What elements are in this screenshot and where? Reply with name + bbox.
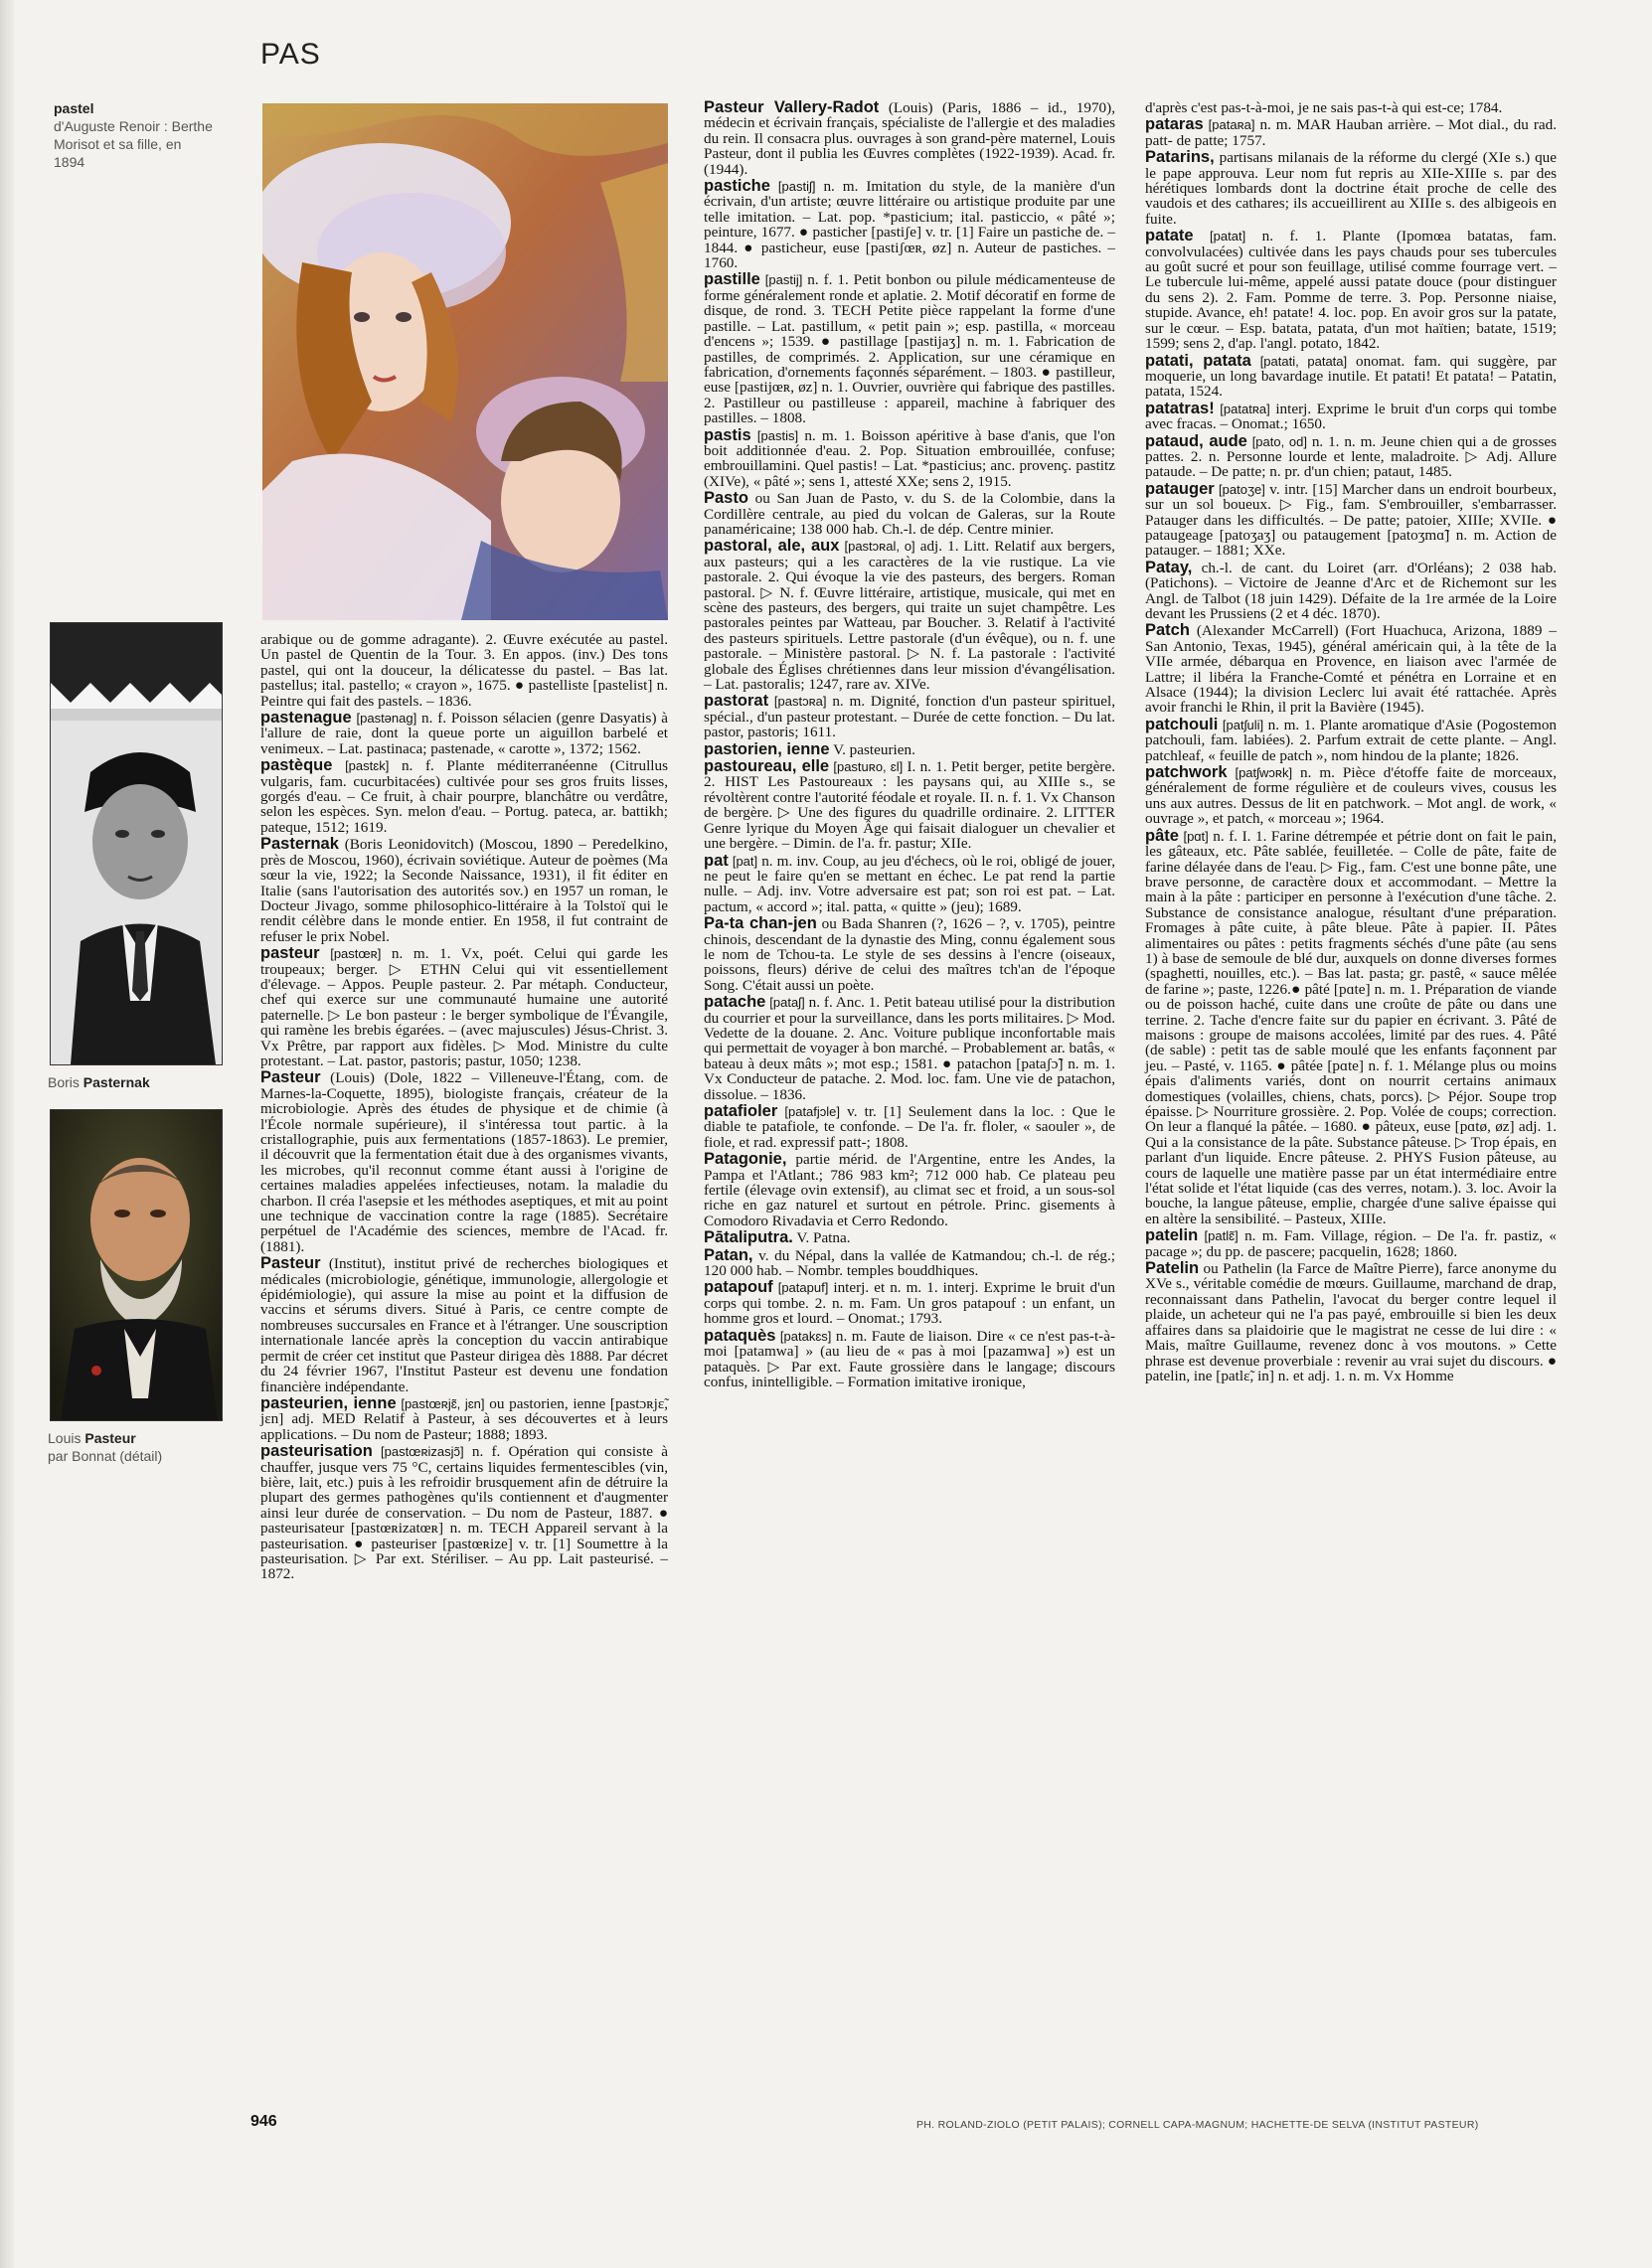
- dictionary-entry: [1145, 765, 1557, 827]
- entry-pronunciation: [patati, patata]: [1259, 353, 1348, 369]
- entry-headword: pastoureau, elle: [704, 757, 830, 776]
- entry-headword: Patagonie,: [704, 1150, 787, 1169]
- entry-definition: partisans milanais de la réforme du clergé (XIe s.) que le pape approuva. Leur nom fut repris au XIIe-XIIIe s. par des hérétiques lombards dont la doctrine était proche de celle des vaudois et des cathares; ils accueillirent au XIIIe s. des albigeois en fuite.: [1145, 149, 1558, 228]
- renoir-pastel-image: [262, 103, 668, 620]
- entry-pronunciation: [pataʃ]: [769, 995, 805, 1011]
- entry-pronunciation: [pastœʀ]: [330, 946, 382, 962]
- entry-pronunciation: [patlɛ̃]: [1204, 1228, 1239, 1244]
- pasteur-portrait: [50, 1109, 223, 1421]
- entry-headword: Pasternak: [260, 835, 339, 854]
- dictionary-entry: [704, 995, 1115, 1102]
- entry-headword: Patch: [1145, 621, 1190, 640]
- entry-pronunciation: [pastɔʀal, o]: [844, 539, 915, 555]
- entry-definition: ou San Juan de Pasto, v. du S. de la Colombie, dans la Cordillère centrale, au pied du volcan de Galeras, sur la Route panaméricaine; 138 000 hab. Ch.-l. de dép. Centre minier.: [704, 490, 1116, 538]
- entry-definition: n. m. inv. Coup, au jeu d'échecs, où le roi, obligé de jouer, ne peut le faire qu'en se mettant en échec. Le pat rend la partie nulle. – Adj. inv. Votre adversaire est pat; son roi est pat. – Lat. pactum, « accord »; ital. patta, « quitte » (jeu); 1689.: [704, 852, 1116, 915]
- entry-headword: pat: [704, 851, 729, 870]
- entry-definition: partie mérid. de l'Argentine, entre les Andes, la Pampa et l'Atlant.; 786 983 km²; 712 000 hab. Ce plateau peu fertile (élevage ovin extensif), au climat sec et froid, a un sous-sol riche en gaz naturel et surtout en pétrole. Princ. gisements à Comodoro Rivadavia et Cerro Redondo.: [704, 1151, 1116, 1229]
- entry-definition: n. m. Imitation du style, de la manière d'un écrivain, d'un artiste; œuvre littéraire ou artistique produite par une telle imitation. – Lat. pop. *pasticium; ital. pasticcio, « pâté »; peinture, 1677. ● pasticher [pastiʃe] v. tr. [1] Faire un pastiche de. – 1844. ● pasticheur, euse [pastiʃœʀ, øz] n. Auteur de pastiches. – 1760.: [704, 178, 1116, 272]
- photo-credits: PH. ROLAND-ZIOLO (PETIT PALAIS); CORNELL CAPA-MAGNUM; HACHETTE-DE SELVA (INSTITUT PASTEUR): [916, 2119, 1479, 2131]
- entry-headword: pastiche: [704, 177, 770, 196]
- entry-headword: pasteurien, ienne: [260, 1393, 397, 1412]
- entry-definition: n. m. MAR Hauban arrière. – Mot dial., du rad. patt- de patte; 1757.: [1145, 116, 1558, 149]
- page-number: 946: [250, 2113, 277, 2130]
- pastel-painting-illustration: [262, 103, 668, 620]
- entry-headword: Patarins,: [1145, 148, 1215, 167]
- dictionary-entry: [704, 272, 1115, 425]
- dictionary-entry: [704, 1152, 1115, 1228]
- entry-pronunciation: [pastœʀjɛ̃, jɛn]: [401, 1395, 485, 1411]
- entry-definition: n. f. 1. Plante (Ipomœa batatas, fam. convolvulacées) cultivée dans les pays chauds pour ses tubercules au goût sucré et pour son feuillage, utilisé comme fourrage vert. – Le tubercule lui-même, appelé aussi patate douce (pour distinguer du sens 2). 2. Fam. Pomme de terre. 3. Pop. Personne niaise, stupide. Avance, eh! patate! 4. loc. pop. En avoir gros sur la patate, sur le cœur. – Esp. batata, patata, d'un mot haïtien; batate, 1519; 1599; sens 2, d'ap. l'angl. potato, 1842.: [1145, 228, 1558, 353]
- entry-headword: pataras: [1145, 115, 1204, 134]
- dictionary-entry: [704, 1280, 1115, 1326]
- entry-definition: (Institut), institut privé de recherches biologiques et médicales (microbiologie, génétique, immunologie, allergologie et épidémiologie), qui assure la mise au point et la diffusion de vaccins et sérums divers. Situé à Paris, ce centre compte de nombreuses succursales en France et à l'étranger. Une souscription internationale lancée après la conception du vaccin antirabique permit de créer cet institut que Pasteur dirigea dès 1888. Par décret du 24 février 1967, l'Institut Pasteur est devenu une fondation financière indépendante.: [260, 1255, 669, 1395]
- entry-headword: pataquès: [704, 1326, 776, 1345]
- entry-headword: pastorien, ienne: [704, 739, 830, 758]
- entry-definition: ou pastorien, ienne [pastɔʀjɛ̃, jɛn] adj. MED Relatif à Pasteur, à ses découvertes et à leurs applications. – Du nom de Pasteur; 1888; 1893.: [260, 1394, 669, 1443]
- dictionary-entry: [1145, 623, 1557, 715]
- dictionary-entry: [704, 539, 1115, 692]
- pasternak-caption: Boris Pasternak: [48, 1074, 150, 1090]
- entry-definition: n. f. Plante méditerranéenne (Citrullus vulgaris, fam. cucurbitacées) cultivée pour ses gros fruits lisses, gorgés d'eau. – Ce fruit, à chair pourpre, blanchâtre ou verdâtre, selon les espèces. Syn. melon d'eau. – Portug. pateca, ar. battikh; pateque, 1512; 1619.: [260, 757, 669, 836]
- entry-definition: v. tr. [1] Seulement dans la loc. : Que le diable te patafiole, te confonde. – De l'a. fr. floler, « saouler », de fiole, et rad. expressif patt-; 1808.: [704, 1103, 1116, 1151]
- entry-definition: V. pasteurien.: [833, 740, 915, 758]
- entry-pronunciation: [pastɔʀa]: [773, 694, 827, 710]
- entry-headword: pastenague: [260, 709, 352, 728]
- entry-definition: onomat. fam. qui suggère, par moquerie, un long bavardage inutile. Et patati! Et patata! – Patatin, patata, 1524.: [1145, 352, 1557, 401]
- dictionary-entry: [1145, 1261, 1557, 1383]
- entry-headword: Pa-ta chan-jen: [704, 914, 817, 933]
- dictionary-entry: [1145, 117, 1557, 148]
- entry-definition: d'après c'est pas-t-à-moi, je ne sais pas-t-à qui est-ce; 1784.: [1145, 99, 1503, 116]
- dictionary-entry: [260, 1070, 668, 1254]
- entry-headword: Pasteur Vallery-Radot: [704, 98, 880, 116]
- dictionary-entry: [704, 1326, 1116, 1390]
- page-edge-shadow: [0, 0, 14, 2268]
- dictionary-entry: [704, 759, 1115, 851]
- pasternak-photo: [50, 622, 223, 1065]
- entry-pronunciation: [pastij]: [764, 272, 803, 288]
- dictionary-entry: [260, 758, 668, 835]
- dictionary-entry: [704, 491, 1115, 537]
- entry-definition: n. m. Pièce d'étoffe faite de morceaux, généralement de forme régulière et de couleurs vives, cousus les uns aux autres. Dessus de lit en patchwork. – Mot angl. de work, « ouvrage », et patch, « morceau »; 1964.: [1145, 764, 1557, 828]
- entry-definition: n. m. Fam. Village, région. – De l'a. fr. pastiz, « pacage »; du pp. de pascere; pacquelin, 1628; 1860.: [1145, 1227, 1557, 1260]
- pasteur-portrait-illustration: [51, 1110, 222, 1420]
- pasteur-caption: [48, 1429, 217, 1465]
- entry-headword: pasteur: [260, 944, 320, 963]
- dictionary-entry: [704, 1245, 1116, 1280]
- entry-definition: n. m. 1. Boisson apéritive à base d'anis, que l'on boit additionnée d'eau. 2. Pop. Situation embrouillée, confuse; embrouillamini. Quel pastis! – Lat. *pasticius; anc. provenç. pastitz (XIVe), « pâté »; sens 1, attesté XXe; sens 2, 1915.: [704, 426, 1116, 490]
- entry-definition: n. f. I. 1. Farine détrempée et pétrie dont on fait le pain, les gâteaux, etc. Pâte sablée, feuilletée. – Colle de pâte, faite de farine délayée dans de l'eau. ▷ Fig., fam. C'est une bonne pâte, une brave personne, de caractère doux et accommodant. – Mettre la main à la pâte : participer en personne à l'exécution d'une tâche. 2. Substance de consistance analogue, résultant d'une préparation. Fromages à pâte cuite, à pâte bleue. Pâte à papier. II. Pâtes alimentaires ou pâtes : petits fragments séchés d'une pâte (au sens 1) à base de semoule de blé dur, auxquels on donne diverses formes (spaghetti, nouilles, etc.). – Bas lat. pasta; gr. pastê, « sauce mêlée de farine »; paste, 1226.● pâté [pɑte] n. m. 1. Préparation de viande ou de poisson haché, cuite dans une croûte de pâte ou dans une terrine. 2. Tache d'encre faite sur du papier en écrivant. 3. Pâté de maisons : groupe de maisons accolées, limité par des rues. 4. Pâté (de sable) : petit tas de sable moulé que les enfants façonnent par jeu. – Pasté, v. 1165. ● pâtée [pɑte] n. f. 1. Mélange plus ou moins épais d'aliments variés, dont on nourrit certains animaux domestiques (volailles, chiens, chats, porcs). ▷ Péjor. Soupe trop épaisse. ▷ Nourriture grossière. 2. Pop. Volée de coups; correction. On leur a flanqué la pâtée. – 1680. ● pâteux, euse [pɑtø, øz] adj. 1. Qui a la consistance de la pâte. Substance pâteuse. ▷ Trop épais, en parlant d'un liquide. Encre pâteuse. 2. PHYS Fusion pâteuse, au cours de laquelle une matière passe par un état intermédiaire entre l'état solide et l'état liquide (cas des verres, notam.). 3. loc. Avoir la bouche, la langue pâteuse, emplie, chargée d'une salive épaisse qui en altère la sensibilité. – Pasteux, XIIIe.: [1145, 827, 1558, 1227]
- entry-definition: n. f. Poisson sélacien (genre Dasyatis) à l'allure de raie, dont la queue porte un aiguillon barbelé et venimeux. – Lat. pastinaca; pastenade, « carotte », 1372; 1562.: [260, 710, 669, 757]
- entry-pronunciation: [pastɛk]: [345, 758, 390, 774]
- dictionary-entry: [704, 179, 1115, 270]
- dictionary-entry: [1145, 150, 1557, 227]
- entry-headword: pâte: [1145, 826, 1179, 845]
- dictionary-entry: [704, 1104, 1115, 1150]
- dictionary-entry: [1145, 100, 1557, 115]
- entry-headword: patafioler: [704, 1102, 778, 1120]
- entry-definition: ch.-l. de cant. du Loiret (arr. d'Orléans); 2 038 hab. (Patichons). – Victoire de Jeanne d'Arc et de Richemont sur les Angl. de Talbot (18 juin 1429). Défaite de la 1re armée de la Loire devant les Prussiens (2 et 4 déc. 1870).: [1145, 559, 1557, 622]
- entry-pronunciation: [patat]: [1210, 229, 1246, 244]
- entry-pronunciation: [patapuf]: [777, 1280, 829, 1296]
- entry-headword: pasteurisation: [260, 1442, 373, 1461]
- entry-pronunciation: [pastənag]: [356, 711, 417, 727]
- entry-definition: v. intr. [15] Marcher dans un endroit bourbeux, sur un sol boueux. ▷ Fig., fam. S'embrouiller, s'embarrasser. Patauger dans les difficultés. – De patte; patoier, XIIIe; XVIIe. ● pataugeage [patoʒaʒ] ou pataugement [patoʒmɑ̃] n. m. Action de patauger. – 1881; XXe.: [1145, 480, 1557, 560]
- entry-definition: n. f. 1. Petit bonbon ou pilule médicamenteuse de forme généralement ronde et aplatie. 2. Motif décoratif en forme de disque, de rond. 3. TECH Petite pièce rappelant la forme d'une pastille. – Lat. pastillum, « petit pain »; esp. pastilla, « morceau d'encens »; 1539. ● pastillage [pastijaʒ] n. m. 1. Fabrication de pastilles, de comprimés. 2. Application, sur une céramique en fabrication, d'ornements façonnés séparément. – 1803. ● pastilleur, euse [pastijœʀ, øz] n. 1. Ouvrier, ouvrière qui fabrique des pastilles. 2. Pastilleur ou pastilleuse : appareil, machine à fabriquer des pastilles. – 1808.: [704, 271, 1116, 427]
- entry-definition: (Alexander McCarrell) (Fort Huachuca, Arizona, 1889 – San Antonio, Texas, 1945), général américain qui, à la tête de la VIIe armée, débarqua en Provence, en liaison avec l'armée de Lattre; il libéra la Franche-Comté et pénétra en Lorraine et en Alsace (1944); la division Leclerc lui avait été rattachée. Après avoir franchi le Rhin, il prit la Bavière (1945).: [1145, 622, 1557, 717]
- entry-pronunciation: [pastis]: [756, 427, 799, 443]
- entry-pronunciation: [pɑt]: [1183, 828, 1209, 844]
- entry-pronunciation: [pataʀa]: [1208, 117, 1255, 133]
- entry-pronunciation: [patakɛs]: [779, 1328, 832, 1344]
- dictionary-entry: [260, 1393, 669, 1443]
- entry-definition: (Boris Leonidovitch) (Moscou, 1890 – Peredelkino, près de Moscou, 1960), écrivain soviétique. Auteur de poèmes (Ma sœur la vie, 1922; la Seconde Naissance, 1931), il fit éditer en Italie (sans l'autorisation des autorités sov.) en 1957 un roman, le Docteur Jivago, somme philosophico-littéraire à la Tolstoï qui le rendit célèbre dans le monde entier. En 1958, il fut contraint de refuser le prix Nobel.: [260, 836, 669, 945]
- entry-definition: v. du Népal, dans la vallée de Katmandou; ch.-l. de rég.; 120 000 hab. – Nombr. temples bouddhiques.: [704, 1246, 1116, 1280]
- entry-pronunciation: [pato, od]: [1251, 433, 1307, 449]
- entry-headword: pastis: [704, 425, 751, 444]
- dictionary-entry: [1145, 351, 1557, 401]
- entry-pronunciation: [patoʒe]: [1219, 481, 1265, 497]
- entry-definition: n. m. 1. Vx, poét. Celui qui garde les troupeaux; berger. ▷ ETHN Celui qui vit essentiellement d'élevage. – Appos. Peuple pasteur. 2. Par métaph. Conducteur, chef qui exerce sur une communauté humaine une autorité paternelle. ▷ Le bon pasteur : le berger symbolique de l'Évangile, qui ramène les brebis égarées. – (avec majuscules) Jésus-Christ. 3. Vx Prêtre, par rapport aux fidèles. ▷ Mod. Ministre du culte protestant. – Lat. pastor, pastoris; pastur, 1050; 1238.: [260, 945, 668, 1069]
- entry-definition: (Louis) (Paris, 1886 – id., 1970), médecin et écrivain français, spécialiste de l'allergie et des maladies du rein. Il consacra plus. ouvrages à son grand-père maternel, Louis Pasteur, dont il publia les Œuvres complètes (1922-1939). Acad. fr. (1944).: [704, 99, 1115, 178]
- entry-pronunciation: [patatʀa]: [1220, 401, 1270, 416]
- dictionary-entry: [260, 1256, 668, 1394]
- entry-headword: Patelin: [1145, 1259, 1200, 1278]
- entry-headword: Pasteur: [260, 1254, 321, 1273]
- dictionary-entry: [704, 425, 1116, 490]
- dictionary-entry: [260, 632, 668, 709]
- dictionary-entry: [260, 1444, 668, 1582]
- dictionary-entry: [1145, 479, 1557, 560]
- entry-definition: ou Pathelin (la Farce de Maître Pierre), farce anonyme du XVe s., véritable comédie de mœurs. Guillaume, marchand de drap, reconnaissant dans Pathelin, l'avocat du berger contre lequel il plaide, un acheteur qui ne l'a pas payé, embrouille si bien les deux affaires dans sa plaidoirie que le magistrat ne cesse de lui dire : « Mais, maître Guillaume, revenez donc à vos moutons. » Cette phrase est devenue proverbiale : revenir au vrai sujet du discours. ● patelin, ine [patlɛ̃, in] n. et adj. 1. n. m. Vx Homme: [1145, 1260, 1557, 1384]
- entry-pronunciation: [pastœʀizasjɔ̃]: [381, 1444, 464, 1460]
- dictionary-entry: [1145, 399, 1558, 433]
- entry-headword: pastille: [704, 270, 760, 289]
- dictionary-entry: [704, 694, 1115, 739]
- entry-headword: Pasteur: [260, 1068, 321, 1087]
- entry-definition: V. Patna.: [796, 1229, 851, 1247]
- entry-headword: Pasto: [704, 489, 748, 508]
- entry-definition: n. m. Dignité, fonction d'un pasteur spirituel, spécial., d'un pasteur protestant. – Durée de cette fonction. – Du lat. pastor, pastoris; 1611.: [704, 693, 1116, 741]
- entry-definition: adj. 1. Litt. Relatif aux bergers, aux pasteurs; qui a les caractères de la vie rustique. La vie pastorale. 2. Qui évoque la vie des pasteurs, des bergers. Roman pastoral. ▷ N. f. Œuvre littéraire, artistique, musicale, qui met en scène des pasteurs, des bergers, qui traite un sujet champêtre. Les pastorales peintes par Watteau, par Boucher. 3. Relatif à l'activité des pasteurs spirituels. Lettre pastorale (d'un évêque), ou n. f. une pastorale. – Ministère pastoral. ▷ N. f. La pastorale : l'activité globale des Églises chrétiennes dans leur mission d'évangélisation. – Lat. pastoralis; 1247, rare av. XIVe.: [704, 538, 1115, 694]
- pasteur-caption-line2: par Bonnat (détail): [48, 1448, 163, 1464]
- dictionary-entry: [704, 739, 1115, 758]
- entry-definition: n. m. Faute de liaison. Dire « ce n'est pas-t-à-moi [patamwa] » (au lieu de « pas à moi [pazamwa] ») est un pataquès. ▷ Par ext. Faute grossière dans le langage; discours confus, inintelligible. – Formation imitative ironique,: [704, 1327, 1116, 1390]
- text-column-2: [704, 100, 1115, 1391]
- entry-definition: ou Bada Shanren (?, 1626 – ?, v. 1705), peintre chinois, descendant de la dynastie des Ming, connu également sous le nom de Tchou-ta. Le style de ses dessins à l'encre (oiseaux, poissons, fleurs) dérive de celui des maîtres tch'an de l'époque Song. C'était aussi un poète.: [704, 915, 1116, 994]
- entry-headword: patchwork: [1145, 763, 1228, 782]
- entry-headword: patati, patata: [1145, 351, 1251, 370]
- dictionary-entry: [704, 851, 1116, 915]
- dictionary-entry: [260, 946, 668, 1068]
- entry-definition: I. n. 1. Petit berger, petite bergère. 2. HIST Les Pastoureaux : les paysans qui, au XIIIe s., se révoltèrent contre l'autorité féodale et royale. II. n. f. 1. Vx Chanson de bergère. ▷ Une des figures du quadrille ordinaire. 2. LITTER Genre lyrique du Moyen Âge qui faisait dialoguer un chevalier et une bergère. – Dimin. de l'a. fr. pastur; XIIe.: [704, 758, 1115, 853]
- text-column-3: [1145, 100, 1557, 1385]
- entry-headword: patache: [704, 993, 766, 1012]
- dictionary-entry: [1145, 826, 1558, 1227]
- entry-headword: Patay,: [1145, 558, 1193, 576]
- entry-pronunciation: [pastuʀo, ɛl]: [833, 759, 904, 775]
- renoir-caption-title: pastel: [54, 100, 94, 116]
- entry-headword: Pātaliputra.: [704, 1228, 793, 1247]
- entry-headword: patchouli: [1145, 715, 1219, 733]
- entry-headword: patate: [1145, 227, 1194, 245]
- entry-pronunciation: [patʃuli]: [1222, 717, 1264, 732]
- entry-headword: patatras!: [1145, 399, 1215, 417]
- entry-definition: n. f. Anc. 1. Petit bateau utilisé pour la distribution du courrier et pour la surveillance, dans les ports militaires. ▷ Mod. Vedette de la douane. 2. Anc. Voiture publique inconfortable mais qui permettait de voyager à bon marché. – Probablement ar. batâs, « bateau à deux mâts »; mot esp.; 1581. ● patachon [pataʃɔ̃] n. m. 1. Vx Conducteur de patache. 2. Mod. loc. fam. Une vie de patachon, dissolue. – 1836.: [704, 994, 1116, 1103]
- dictionary-entry: [704, 100, 1115, 177]
- dictionary-entry: [1145, 558, 1557, 622]
- entry-definition: n. 1. n. m. Jeune chien qui a de grosses pattes. 2. n. Personne lourde et lente, maladroite. ▷ Adj. Allure pataude. – De patte; n. pr. d'un chien; pataut, 1485.: [1145, 432, 1558, 481]
- dictionary-entry: [704, 1230, 1115, 1245]
- dictionary-entry: [1145, 1228, 1557, 1259]
- entry-pronunciation: [pat]: [732, 853, 758, 869]
- entry-pronunciation: [patafjɔle]: [784, 1104, 841, 1119]
- dictionary-entry: [1145, 431, 1558, 481]
- dictionary-entry: [1145, 229, 1557, 351]
- dictionary-entry: [1145, 715, 1558, 764]
- entry-headword: patelin: [1145, 1226, 1199, 1245]
- dictionary-entry: [704, 916, 1115, 993]
- entry-headword: pastoral, ale, aux: [704, 537, 840, 556]
- entry-headword: pastèque: [260, 756, 333, 775]
- entry-headword: pastorat: [704, 692, 769, 711]
- dictionary-entry: [260, 837, 668, 944]
- entry-headword: pataud, aude: [1145, 431, 1247, 450]
- entry-definition: arabique ou de gomme adragante). 2. Œuvre exécutée au pastel. Un pastel de Quentin de la Tour. 3. En appos. (inv.) Des tons pastel, qui ont la douceur, la délicatesse du pastel. – Bas lat. pastellus; ital. pastello; « crayon », 1675. ● pastelliste [pastelist] n. Peintre qui fait des pastels. – 1836.: [260, 631, 668, 710]
- entry-definition: interj. et n. m. 1. interj. Exprime le bruit d'un corps qui tombe. 2. n. m. Fam. Un gros patapouf : un enfant, un homme gros et lourd. – Onomat.; 1793.: [704, 1279, 1116, 1328]
- entry-pronunciation: [pastiʃ]: [777, 179, 816, 195]
- entry-pronunciation: [patʃwɔʀk]: [1235, 765, 1293, 781]
- entry-definition: n. m. 1. Plante aromatique d'Asie (Pogostemon patchouli, fam. labiées). 2. Parfum extrait de cette plante. – Angl. patchleaf, « feuille de patch », nom hindou de la plante; 1826.: [1145, 716, 1558, 764]
- entry-headword: patapouf: [704, 1278, 773, 1297]
- dictionary-entry: [260, 711, 668, 756]
- renoir-caption-text: d'Auguste Renoir : Berthe Morisot et sa fille, en 1894: [54, 118, 213, 170]
- entry-definition: n. f. Opération qui consiste à chauffer, jusque vers 75 °C, certains liquides fermentescibles (vin, bière, lait, etc.) puis à les refroidir brusquement afin de détruire la plupart des germes pathogènes qu'ils contiennent et d'augmenter ainsi leur durée de conservation. – Du nom de Pasteur, 1887. ● pasteurisateur [pastœʀizatœʀ] n. m. TECH Appareil servant à la pasteurisation. ● pasteuriser [pastœʀize] v. tr. [1] Soumettre à la pasteurisation. ▷ Par ext. Stériliser. – Au pp. Lait pasteurisé. – 1872.: [260, 1443, 668, 1583]
- entry-headword: Patan,: [704, 1245, 753, 1264]
- renoir-caption: [54, 99, 213, 171]
- entry-headword: patauger: [1145, 479, 1215, 498]
- entry-definition: (Louis) (Dole, 1822 – Villeneuve-l'Étang, com. de Marnes-la-Coquette, 1895), biologiste français, créateur de la microbiologie. Après des études de physique et de chimie (à l'École normale supérieure), il s'intéressa tout partic. à la cristallographie, puis aux fermentations (1857-1863). Le premier, il découvrit que la fermentation était due à des organismes vivants, les microbes, qu'il reconnut comme étant aussi à l'origine de certaines maladies appelées infectieuses, notam. la maladie du charbon. Il créa l'asepsie et les méthodes aseptiques, et mit au point une technique de vaccination contre la rage (1885). Secrétaire perpétuel de l'Académie des sciences, membre de l'Acad. fr. (1881).: [260, 1069, 669, 1255]
- text-column-1: [260, 632, 668, 1584]
- entry-definition: interj. Exprime le bruit d'un corps qui tombe avec fracas. – Onomat.; 1650.: [1145, 400, 1558, 433]
- section-header: PAS: [260, 38, 321, 71]
- pasteur-caption-line1: Louis Pasteur: [48, 1430, 136, 1446]
- pasternak-portrait-illustration: [51, 623, 222, 1064]
